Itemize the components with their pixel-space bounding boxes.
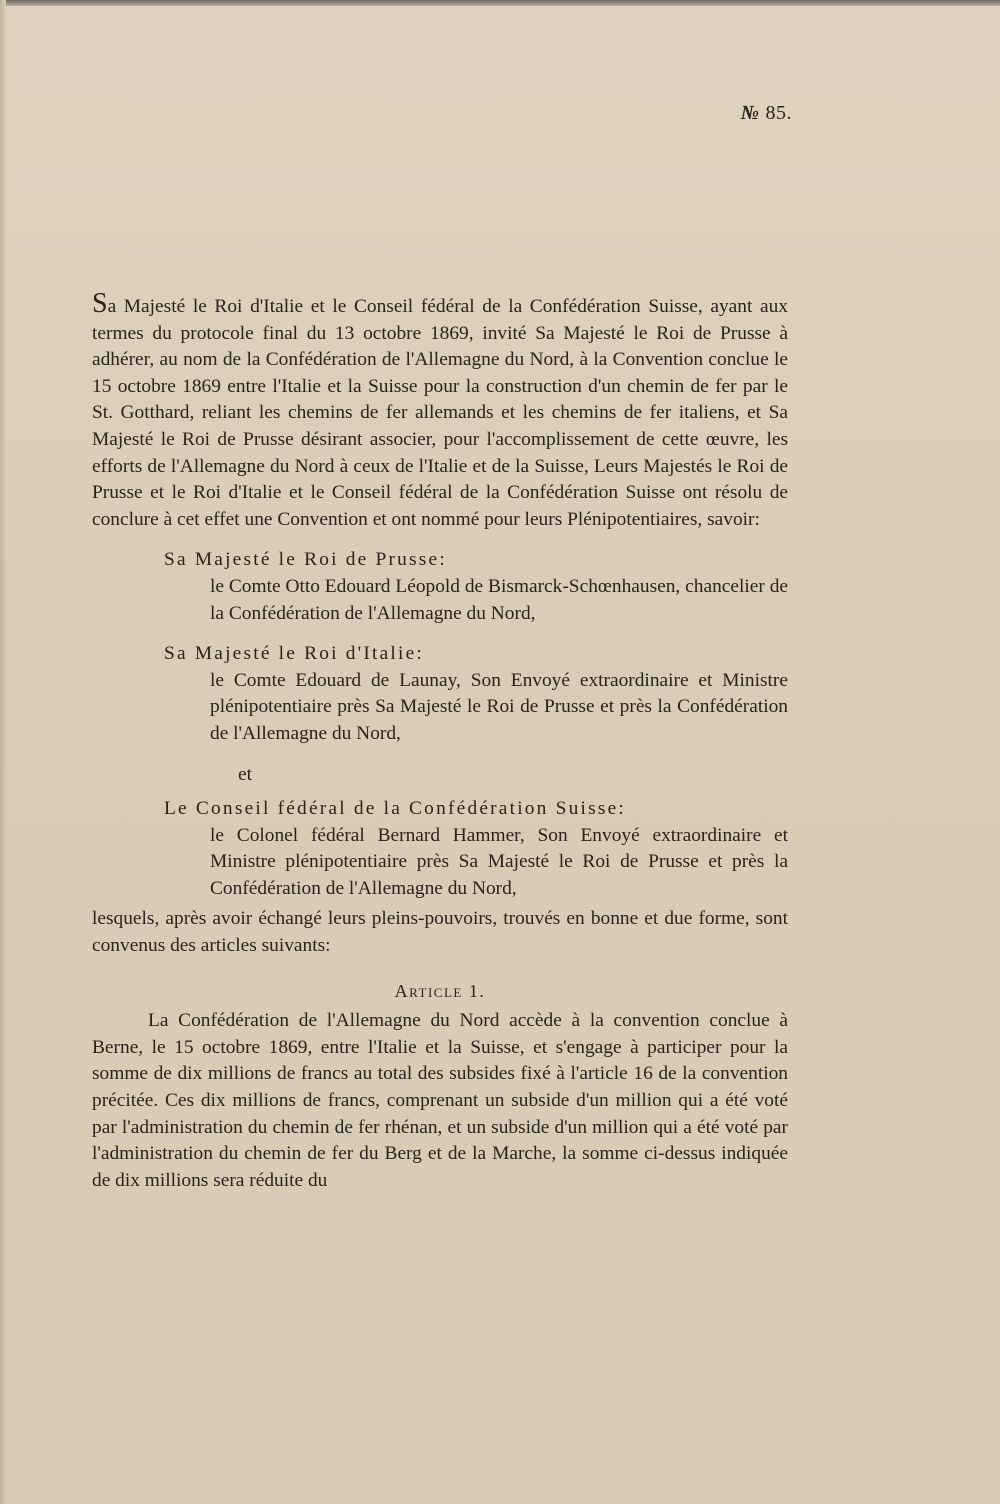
party-heading: Sa Majesté le Roi de Prusse: [164,549,447,571]
closing-paragraph: lesquels, après avoir échangé leurs pleins-pouvoirs, trouvés en bonne et due forme, sont convenus des articles suivants: [92,908,788,957]
treaty-text [92,288,788,1194]
numero-sign: № [740,102,760,124]
conjunction-et: et [238,763,252,785]
preamble-dropcap: S [92,288,108,319]
plenipotentiary-switzerland [92,796,788,902]
page-number-value: 85. [765,102,792,124]
page-top-edge [0,0,1000,6]
party-representative: le Comte Otto Edouard Léopold de Bismarck-Schœnhausen, chancelier de la Confédération de l'Allemagne du Nord, [210,575,788,624]
party-representative: le Comte Edouard de Launay, Son Envoyé extraordinaire et Ministre plénipotentiaire près Sa Majesté le Roi de Prusse et près la Confédération de l'Allemagne du Nord, [210,669,788,744]
article-heading [92,978,788,1005]
preamble-text: a Majesté le Roi d'Italie et le Conseil fédéral de la Confédération Suisse, ayant aux termes du protocole final du 13 octobre 1869, invité Sa Majesté le Roi de Prusse à adhérer, au nom de la Confédération de l'Allemagne du Nord, à la Convention conclue le 15 octobre 1869 entre l'Italie et la Suisse pour la construction d'un chemin de fer par le St. Gotthard, reliant les chemins de fer allemands et les chemins de fer italiens, et Sa Majesté le Roi de Prusse désirant associer, pour l'accomplissement de cette œuvre, les efforts de l'Allemagne du Nord à ceux de l'Italie et de la Suisse, Leurs Majestés le Roi de Prusse et le Roi d'Italie et le Conseil fédéral de la Confédération Suisse ont résolu de conclure à cet effet une Convention et ont nommé pour leurs Plénipotentiaires, savoir: [92,296,788,530]
page-number [741,102,792,125]
article-heading-text: Article 1. [394,980,486,1001]
party-representative: le Colonel fédéral Bernard Hammer, Son Envoyé extraordinaire et Ministre plénipotentiaire près Sa Majesté le Roi de Prusse et près la Confédération de l'Allemagne du Nord, [210,824,788,899]
plenipotentiary-prussia [92,547,788,627]
article-1-paragraph: La Confédération de l'Allemagne du Nord accède à la convention conclue à Berne, le 15 octobre 1869, entre l'Italie et la Suisse, et s'engage à participer pour la somme de dix millions de francs au total des subsides fixé à l'article 16 de la convention précitée. Ces dix millions de francs, comprenant un subside d'un million qui a été voté par l'administration du chemin de fer rhénan, et un subside d'un million qui a été voté par l'administration du chemin de fer du Berg et de la Marche, la somme ci-dessus indiquée de dix millions sera réduite du [92,1010,788,1191]
party-heading: Sa Majesté le Roi d'Italie: [164,643,424,665]
page-left-edge [0,0,6,1504]
party-heading: Le Conseil fédéral de la Confédération Suisse: [164,798,626,820]
plenipotentiary-italy [92,641,788,747]
preamble-paragraph [92,288,788,533]
